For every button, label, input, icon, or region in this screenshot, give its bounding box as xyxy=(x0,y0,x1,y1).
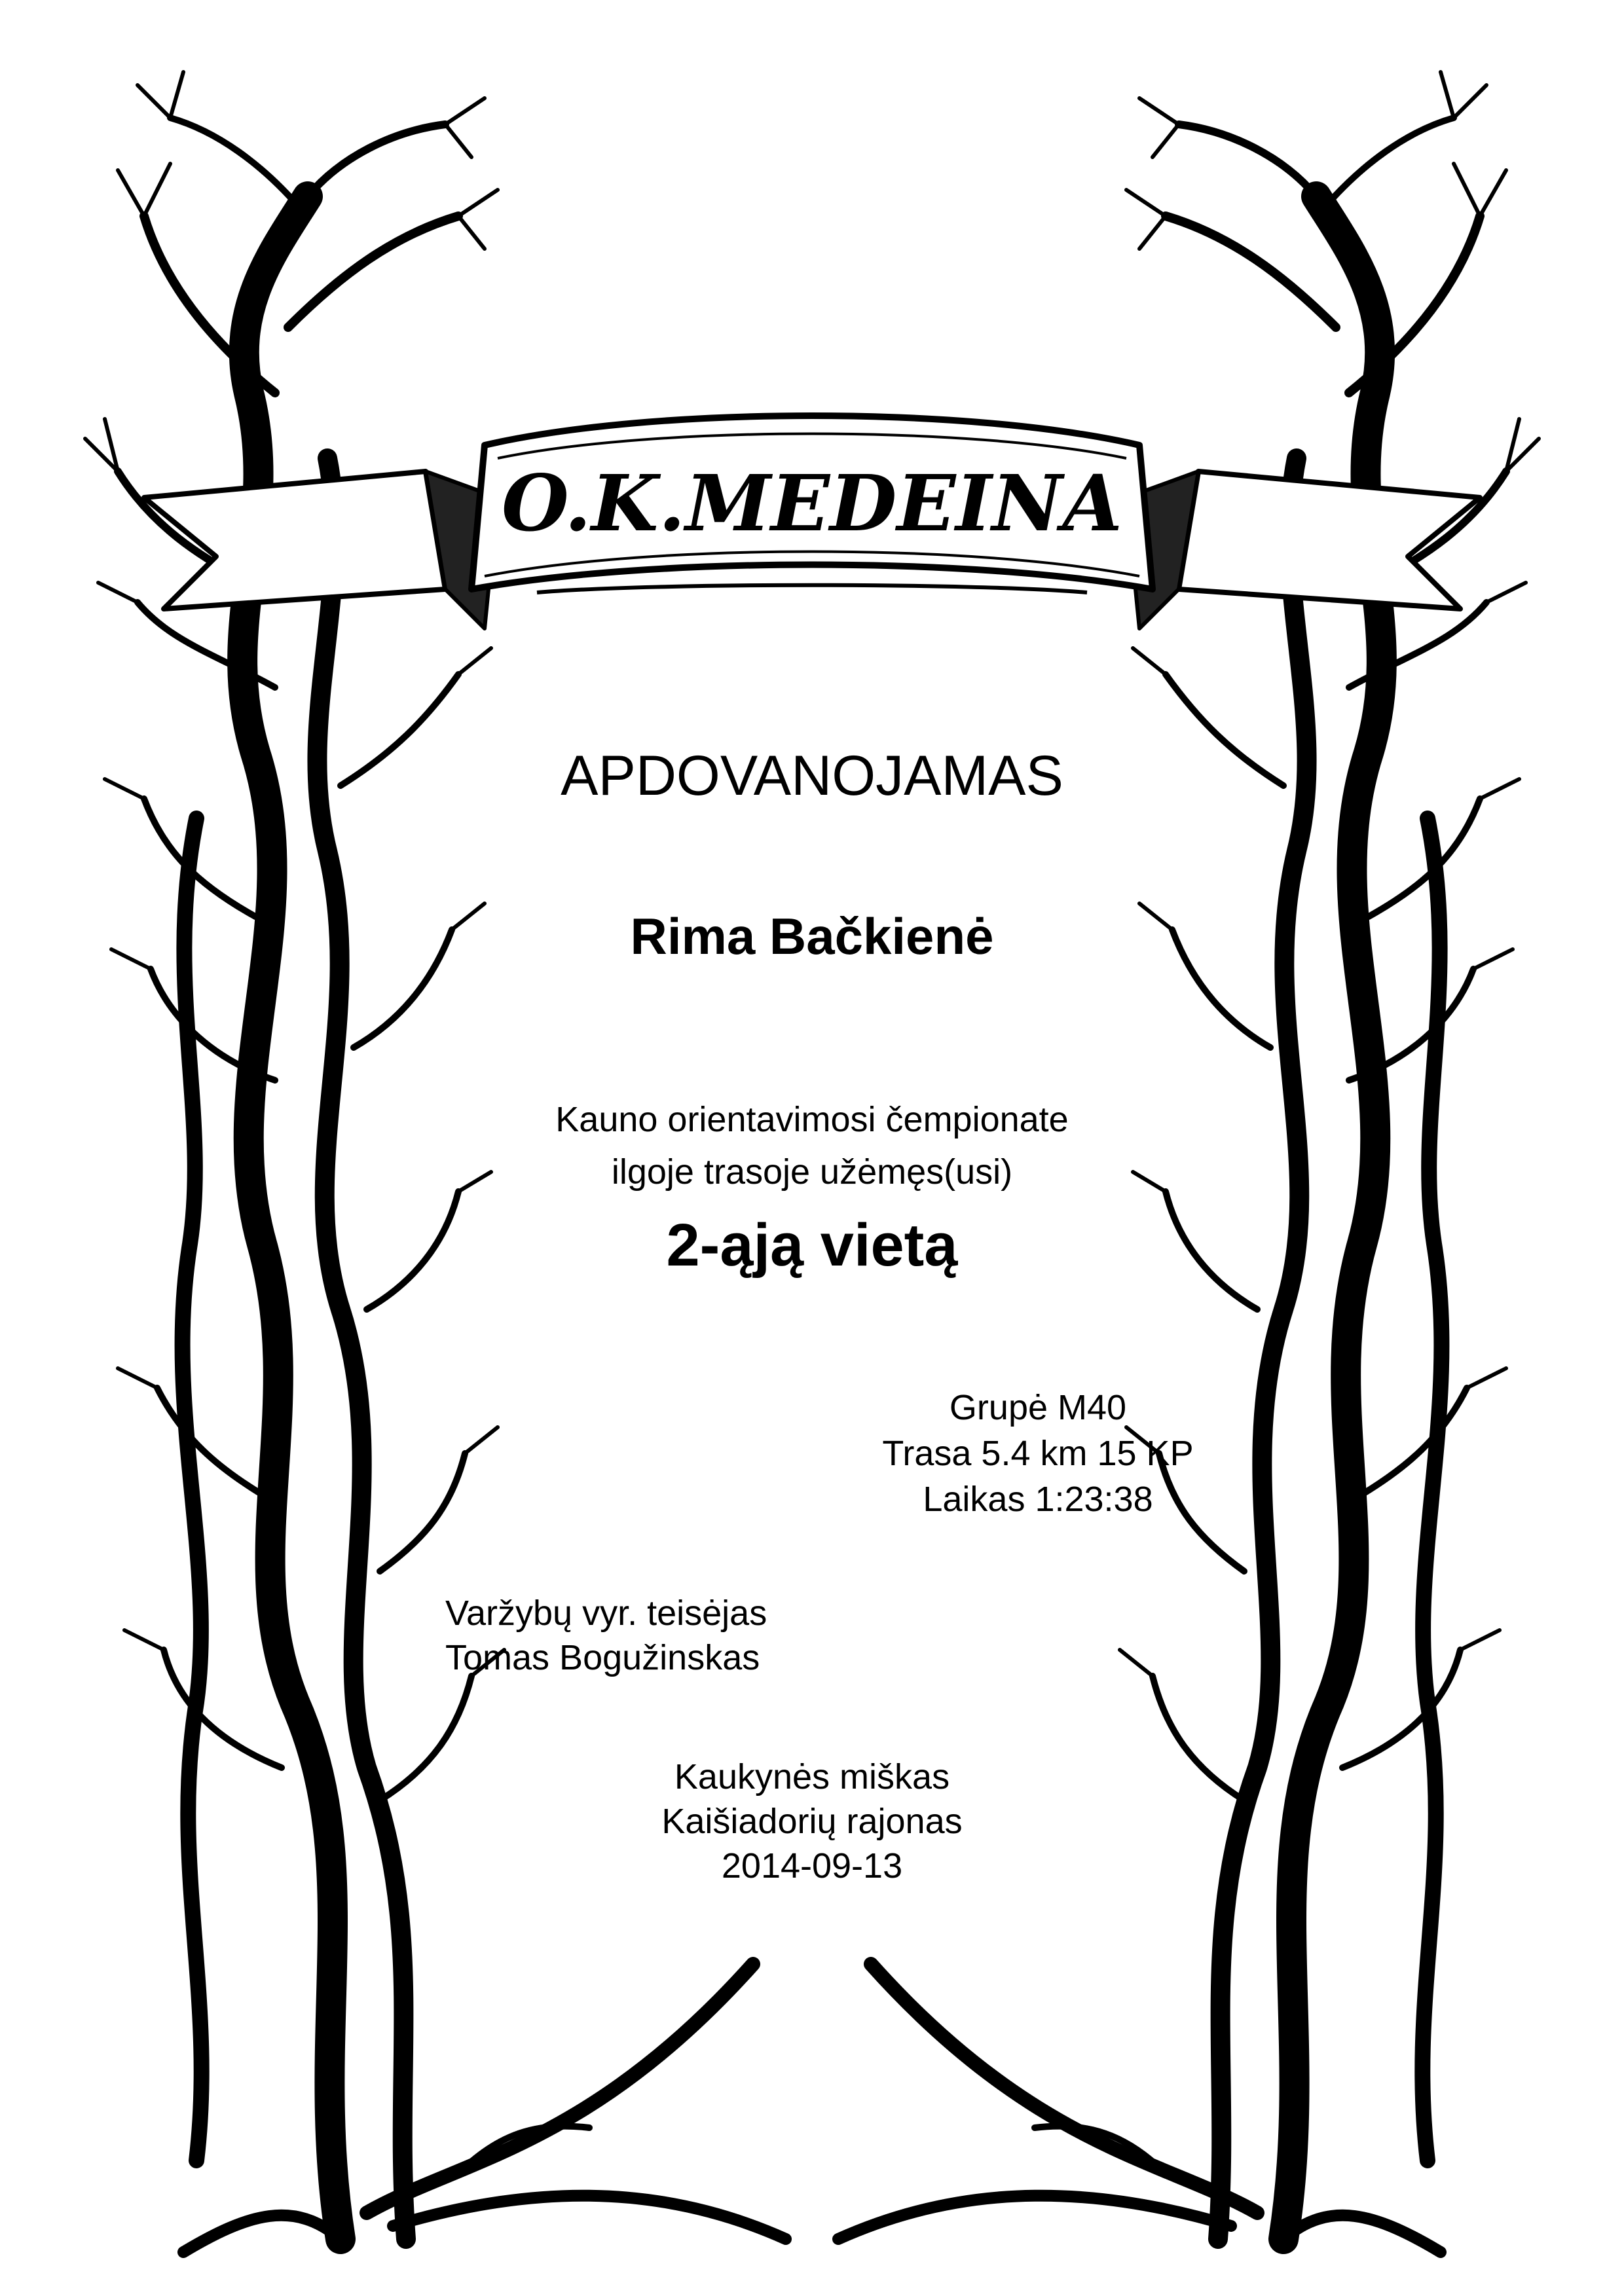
chief-judge xyxy=(445,1591,838,1680)
event-description-line-2: ilgoje trasoje užėmęs(usi) xyxy=(611,1152,1013,1192)
result-details xyxy=(760,1385,1316,1522)
event-description-line-1: Kauno orientavimosi čempionate xyxy=(555,1100,1069,1139)
club-logo-text: O.K.MEDEINA xyxy=(501,458,1123,549)
venue-district: Kaišiadorių rajonas xyxy=(661,1802,963,1841)
recipient-name: Rima Bačkienė xyxy=(630,907,994,965)
group-label: Grupė M40 xyxy=(949,1388,1127,1427)
venue-details xyxy=(583,1755,1041,1888)
placement: 2-ąją vietą xyxy=(666,1212,958,1279)
judge-name: Tomas Bogužinskas xyxy=(445,1638,760,1677)
event-date: 2014-09-13 xyxy=(721,1846,903,1886)
award-heading: APDOVANOJAMAS xyxy=(561,744,1063,807)
judge-title: Varžybų vyr. teisėjas xyxy=(445,1594,767,1633)
time-label: Laikas 1:23:38 xyxy=(923,1480,1153,1519)
venue-forest: Kaukynės miškas xyxy=(674,1757,950,1796)
course-label: Trasa 5.4 km 15 KP xyxy=(882,1434,1194,1473)
